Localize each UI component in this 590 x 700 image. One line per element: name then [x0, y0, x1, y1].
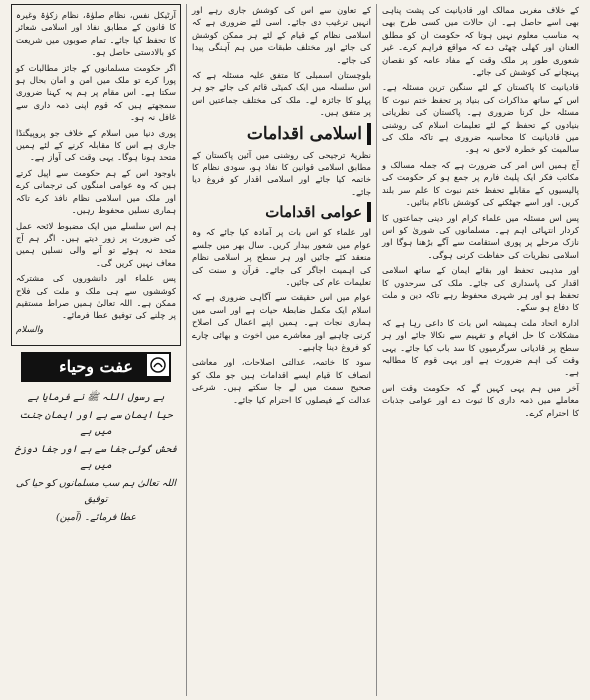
paragraph: بلوچستان اسمبلی کا متفق علیہ مسئلہ ہے کہ اس سلسلہ میں ایک کمیٹی قائم کی جائے جو ہر پہلو کا جائزہ لے۔ ملک کی مختلف جماعتیں اس پر متفق ہیں۔: [192, 70, 371, 118]
quote-line: عطا فرمائے۔ (آمین): [56, 511, 136, 523]
boxed-article: [11, 4, 181, 346]
paragraph: ہم اس سلسلے میں ایک مضبوط لائحہ عمل کی ضرورت پر زور دیتے ہیں۔ اگر ہم آج متحد نہ ہوئے تو آنے والی نسلیں ہمیں معاف نہیں کریں گی۔: [16, 220, 176, 268]
section-banner: [21, 352, 171, 382]
banner-title: عفت وحیاء: [59, 357, 133, 377]
paragraph: اور مذہبی تحفظ اور بقائے ایمان کے ساتھ اسلامی اقدار کی پاسداری کی جائے۔ ملک کی سرحدوں کا تحفظ ہو اور ہر شہری محفوظ رہے تاکہ دین و ملت کا دفاع ہو سکے۔: [382, 265, 579, 313]
paragraph: باوجود اس کے ہم حکومت سے اپیل کرتے ہیں کہ وہ عوامی امنگوں کی ترجمانی کرے اور ملک میں اسلامی نظام نافذ کرے تاکہ ہماری نسلیں محفوظ رہیں۔: [16, 167, 176, 216]
paragraph: اگر حکومت مسلمانوں کے جائز مطالبات کو پورا کرے تو ملک میں امن و امان بحال ہو سکتا ہے۔ اس مقام پر ہم یہ کہنا ضروری سمجھتے ہیں کہ قوم اپنی ذمہ داری سے غافل نہ ہو۔: [16, 62, 176, 123]
emblem-icon: [145, 352, 171, 378]
paragraph: آج ہمیں اس امر کی ضرورت ہے کہ جملہ مسالک و مکاتب فکر ایک پلیٹ فارم پر جمع ہو کر حکومت کی پالیسیوں کے مقابلے تحفظ ختم نبوت کا علم سر بلند کریں۔ اور اسے جھٹکنے کی کوشش ناکام بنائیں۔: [382, 159, 579, 208]
paragraph: عوام میں اس حقیقت سے آگاہی ضروری ہے کہ اسلام ایک مکمل ضابطۂ حیات ہے اور اسی میں ہماری نجات ہے۔ ہمیں اپنے اعمال کی اصلاح کرنی چاہیے اور معاشرے میں اخوت و بھائی چارے کو فروغ دینا چاہیے۔: [192, 292, 371, 352]
section-heading-islamic-measures: اسلامی اقدامات: [192, 123, 371, 145]
paragraph: آرٹیکل نفس، نظام صلوٰۃ، نظام زکوٰۃ وغیرہ کا قانون کے مطابق نفاذ اور اسلامی شعائر کا تحفظ کیا جائے۔ تمام صوبوں میں شریعت کو بالادستی حاصل ہو۔: [16, 10, 176, 58]
paragraph: کے تعاون سے اس کی کوشش جاری رہے اور انہیں ترغیب دی جائے۔ اسی لئے ضروری ہے کہ اسلامی نظام کے قیام کے لئے ہر ممکن کوشش کی جائے اور مختلف طبقات میں ہم آہنگی پیدا کی جائے۔: [192, 5, 371, 65]
column-right: [376, 4, 584, 696]
quote-line: حیا ایمان سے ہے اور ایمان جنت میں ہے: [19, 409, 173, 437]
emblem-icon-svg: [149, 356, 167, 374]
paragraph: پوری دنیا میں اسلام کے خلاف جو پروپیگنڈا جاری ہے اس کا مقابلہ کرنے کے لئے ہمیں متحد ہونا ہوگا۔ یہی وقت کی آواز ہے۔: [16, 127, 176, 163]
columns: [6, 4, 584, 696]
paragraph: سود کا خاتمہ، عدالتی اصلاحات، اور معاشی انصاف کا قیام ایسے اقدامات ہیں جو ملک کو صحیح سمت میں لے جا سکتے ہیں۔ شرعی عدالت کے فیصلوں کا احترام کیا جائے۔: [192, 357, 371, 405]
quote-line: ہے رسول اللہ ﷺ نے فرمایا ہے: [27, 391, 165, 403]
paragraph: قادیانیت کا پاکستان کے لئے سنگین ترین مسئلہ ہے۔ اس کے ساتھ مذاکرات کی بنیاد پر تحفظ ختم نبوت کا مسئلہ حل کرنا ضروری ہے۔ پاکستان کی نظریاتی بنیادوں کے تحفظ کے لئے تعلیمات اسلام کی روشنی میں قادیانیت کا محاسبہ ضروری ہے تاکہ ملک کی سالمیت کو خطرہ لاحق نہ ہو۔: [382, 82, 579, 155]
paragraph: اور علماء کو اس بات پر آمادہ کیا جائے کہ وہ عوام میں شعور بیدار کریں۔ سال بھر میں جلسے منعقد کئے جائیں اور ہر سطح پر اسلامی نظام کی اہمیت اجاگر کی جائے۔ قرآن و سنت کی تعلیمات عام کی جائیں۔: [192, 227, 371, 287]
signature: والسلام: [16, 324, 44, 335]
paragraph: کے خلاف مغربی ممالک اور قادیانیت کی پشت پناہی بھی اسے حاصل ہے۔ ان حالات میں کسی طرح بھی یہ مناسب معلوم نہیں ہوتا کہ حکومت ان کو مطلق العنان اور کھلی چھٹی دے کہ مواقع فراہم کرے۔ غیر شعوری طور پر ملک وقت کے مفاد عامہ کو نقصان پہنچانے کی کوشش کی جائے۔: [382, 5, 579, 78]
paragraph: نظریۂ ترجیحی کی روشنی میں آئین پاکستان کے مطابق اسلامی قوانین کا نفاذ ہو، سودی نظام کا خاتمہ کیا جائے اور اسلامی اقدار کو فروغ دیا جائے۔: [192, 149, 371, 197]
paragraph: پس اس مسئلہ میں علماء کرام اور دینی جماعتوں کا کردار انتہائی اہم ہے۔ مسلمانوں کی شوریٰ کو اس نازک مرحلے پر پوری استقامت سے آگے بڑھنا ہوگا اور اسلامی نظریات کی حفاظت کرنی ہوگی۔: [382, 212, 579, 260]
paragraph: پس علماء اور دانشوروں کی مشترکہ کوششوں سے ہی ملک و ملت کی فلاح ممکن ہے۔ اللہ تعالیٰ ہمیں صراط مستقیم پر چلنے کی توفیق عطا فرمائے۔: [16, 273, 176, 321]
paragraph: ادارہ اتحاد ملت ہمیشہ اس بات کا داعی رہا ہے کہ مشکلات کا حل افہام و تفہیم سے نکالا جائے اور ہر سطح پر قادیانی سرگرمیوں کا سد باب کیا جائے۔ یہی وقت کی اہم ضرورت ہے اور یہی قوم کا مطالبہ ہے۔: [382, 317, 579, 378]
column-middle: [186, 4, 376, 696]
quote-line: اللہ تعالیٰ ہم سب مسلمانوں کو حیا کی توفیق: [15, 477, 177, 505]
paragraph: آخر میں ہم یہی کہیں گے کہ حکومت وقت اس معاملے میں ذمہ داری کا ثبوت دے اور عوامی جذبات کا احترام کرے۔: [382, 382, 579, 418]
section-heading-public-measures: عوامی اقدامات: [192, 202, 371, 222]
column-left: [6, 4, 186, 696]
quote-line: فحش گوئی جفا سے ہے اور جفا دوزخ میں ہے: [15, 443, 177, 471]
